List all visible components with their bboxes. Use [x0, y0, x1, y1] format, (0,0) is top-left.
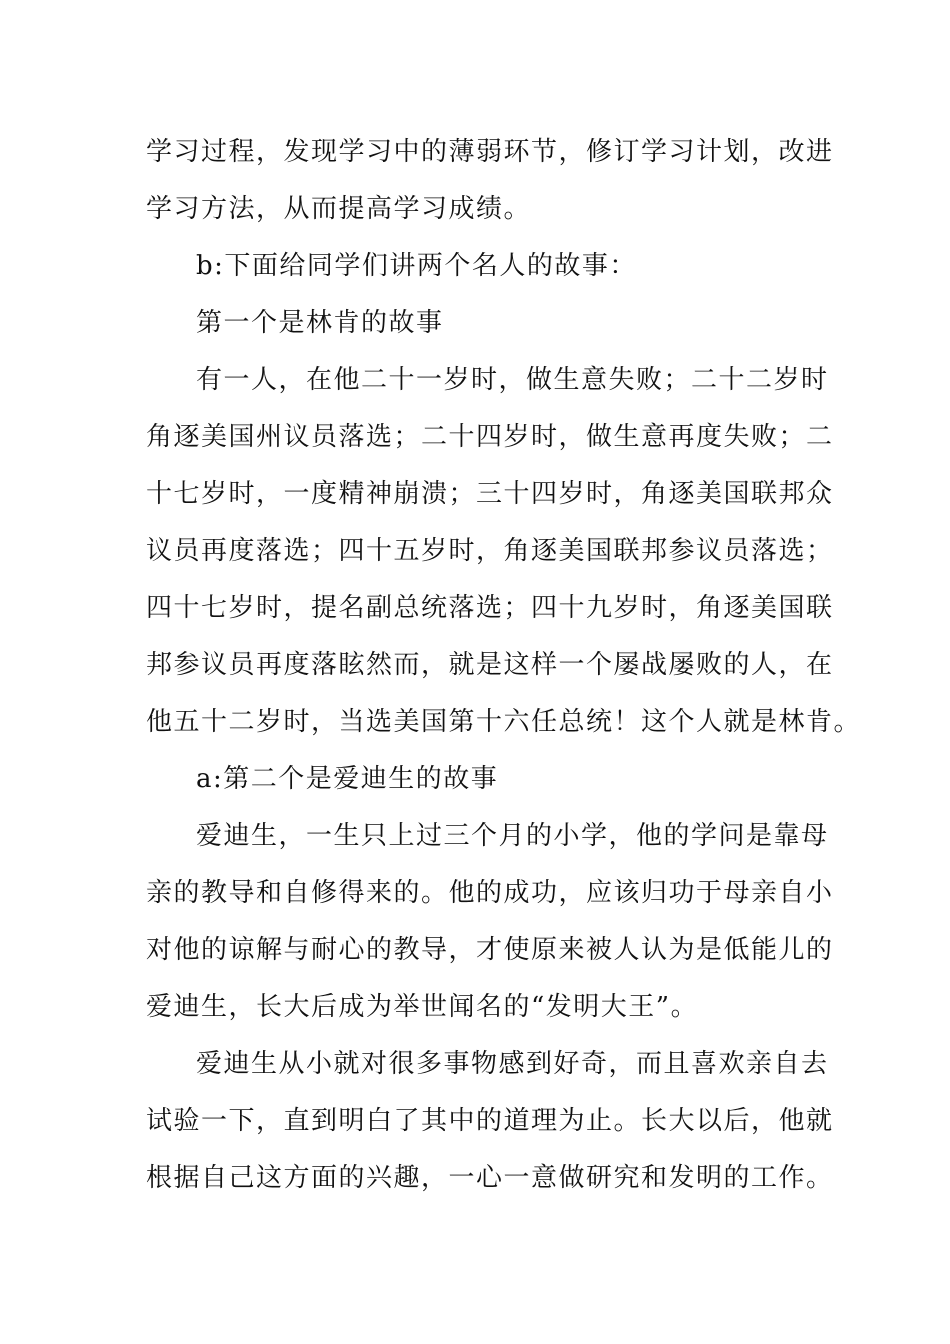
text-line: 试验一下，直到明白了其中的道理为止。长大以后，他就	[146, 1106, 834, 1136]
text-line: b:下面给同学们讲两个名人的故事：	[196, 251, 637, 281]
text-line: 四十七岁时，提名副总统落选；四十九岁时，角逐美国联	[146, 593, 834, 623]
text-line: 学习方法，从而提高学习成绩。	[146, 194, 532, 224]
text-line: 根据自己这方面的兴趣，一心一意做研究和发明的工作。	[146, 1163, 834, 1193]
text-line: 爱迪生从小就对很多事物感到好奇，而且喜欢亲自去	[196, 1049, 829, 1079]
text-line: 邦参议员再度落眩然而，就是这样一个屡战屡败的人，在	[146, 650, 834, 680]
text-line: 爱迪生，一生只上过三个月的小学，他的学问是靠母	[196, 821, 829, 851]
text-line: 十七岁时，一度精神崩溃；三十四岁时，角逐美国联邦众	[146, 479, 834, 509]
text-line: 对他的谅解与耐心的教导，才使原来被人认为是低能儿的	[146, 935, 834, 965]
text-line: 学习过程，发现学习中的薄弱环节，修订学习计划，改进	[146, 137, 834, 167]
text-line: 亲的教导和自修得来的。他的成功，应该归功于母亲自小	[146, 878, 834, 908]
text-line: a:第二个是爱迪生的故事	[196, 764, 499, 794]
text-line: 有一人，在他二十一岁时，做生意失败；二十二岁时	[196, 365, 829, 395]
text-line: 第一个是林肯的故事	[196, 308, 444, 338]
text-line: 议员再度落选；四十五岁时，角逐美国联邦参议员落选；	[146, 536, 834, 566]
text-line: 爱迪生，长大后成为举世闻名的“发明大王”。	[146, 992, 699, 1022]
text-line: 角逐美国州议员落选；二十四岁时，做生意再度失败；二	[146, 422, 834, 452]
text-line: 他五十二岁时，当选美国第十六任总统！这个人就是林肯。	[146, 707, 862, 737]
